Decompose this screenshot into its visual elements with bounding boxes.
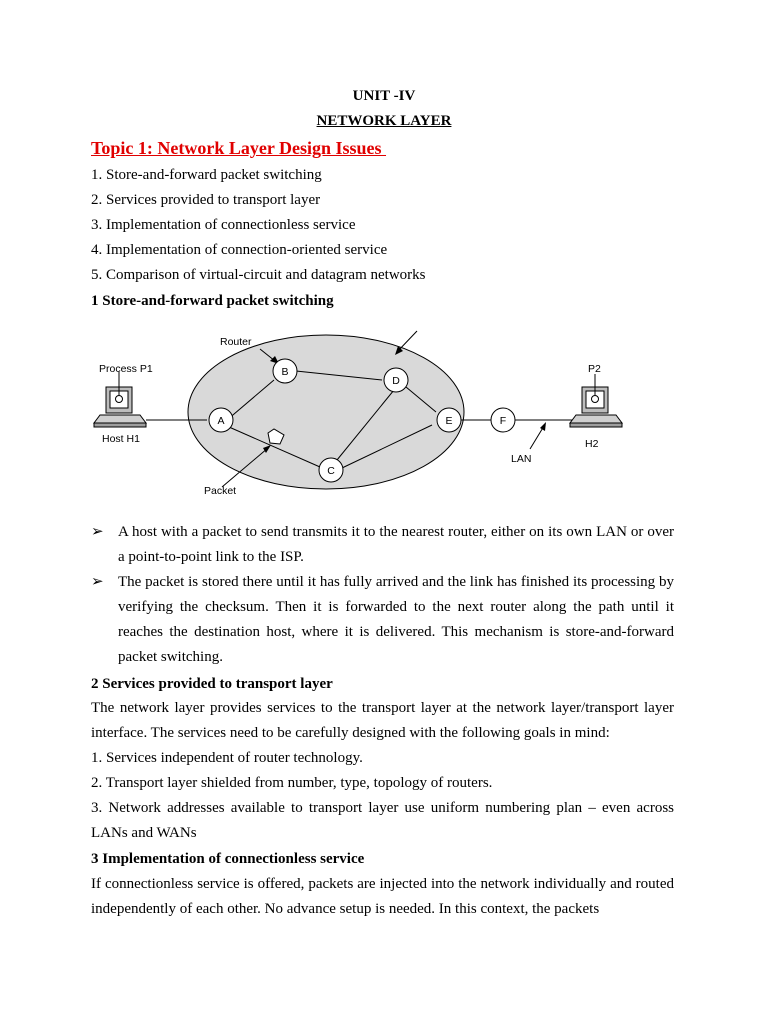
router-label: Router xyxy=(220,336,252,348)
section3-heading: 3 Implementation of connectionless service xyxy=(91,851,365,867)
toc-item: 4. Implementation of connection-oriented service xyxy=(91,242,388,258)
p2-label: P2 xyxy=(588,363,601,375)
svg-text:E: E xyxy=(445,415,453,427)
goal-item: 3. Network addresses available to transport layer use uniform numbering plan – even across LANs and WANs xyxy=(91,800,674,841)
host-h1-label: Host H1 xyxy=(102,433,140,445)
host-h1-computer-icon xyxy=(94,372,146,427)
router-C xyxy=(319,458,343,482)
section3-intro: If connectionless service is offered, packets are injected into the network individually and routed independently of each other. No advance setup is needed. In this context, the packets xyxy=(91,876,674,917)
toc-item: 1. Store-and-forward packet switching xyxy=(91,167,322,183)
host-h2-computer-icon xyxy=(570,374,622,427)
h2-label: H2 xyxy=(585,438,599,450)
router-B xyxy=(273,359,297,383)
section2-intro: The network layer provides services to the transport layer at the network layer/transport layer interface. The services need to be carefully designed with the following goals in mind: xyxy=(91,700,674,741)
toc-item: 2. Services provided to transport layer xyxy=(91,192,321,208)
goal-item: 2. Transport layer shielded from number, type, topology of routers. xyxy=(91,775,493,791)
svg-text:D: D xyxy=(392,375,400,387)
toc-item: 5. Comparison of virtual-circuit and datagram networks xyxy=(91,267,426,283)
goal-item: 1. Services independent of router technology. xyxy=(91,750,363,766)
svg-text:B: B xyxy=(281,366,289,378)
arrow-bullet-icon: ➢ xyxy=(91,524,104,540)
section1-heading: 1 Store-and-forward packet switching xyxy=(91,293,334,309)
arrow-bullet-icon: ➢ xyxy=(91,574,104,590)
bullet-item: ➢ A host with a packet to send transmits it to the nearest router, either on its own LAN or over a point-to-point link to the ISP. xyxy=(91,520,674,570)
toc-item: 3. Implementation of connectionless service xyxy=(91,217,356,233)
router-D xyxy=(384,368,408,392)
svg-text:C: C xyxy=(327,465,335,477)
section2-heading: 2 Services provided to transport layer xyxy=(91,676,333,692)
router-A xyxy=(209,408,233,432)
packet-label: Packet xyxy=(204,485,237,497)
bullet-item: ➢ The packet is stored there until it has fully arrived and the link has finished its processing by verifying the checksum. Then it is forwarded to the next router along the path until it reaches the destination host, where it is delivered. This mechanism is store-and-forward packet switching. xyxy=(91,570,674,670)
router-F xyxy=(491,408,515,432)
unit-heading: UNIT -IV xyxy=(352,88,416,104)
process-p1-label: Process P1 xyxy=(99,363,153,375)
svg-text:F: F xyxy=(499,415,507,427)
network-diagram xyxy=(92,325,652,505)
lan-label: LAN xyxy=(511,453,532,465)
svg-text:A: A xyxy=(217,415,225,427)
chapter-title: NETWORK LAYER xyxy=(316,113,452,129)
topic-heading: Topic 1: Network Layer Design Issues xyxy=(91,138,387,158)
router-E xyxy=(437,408,461,432)
